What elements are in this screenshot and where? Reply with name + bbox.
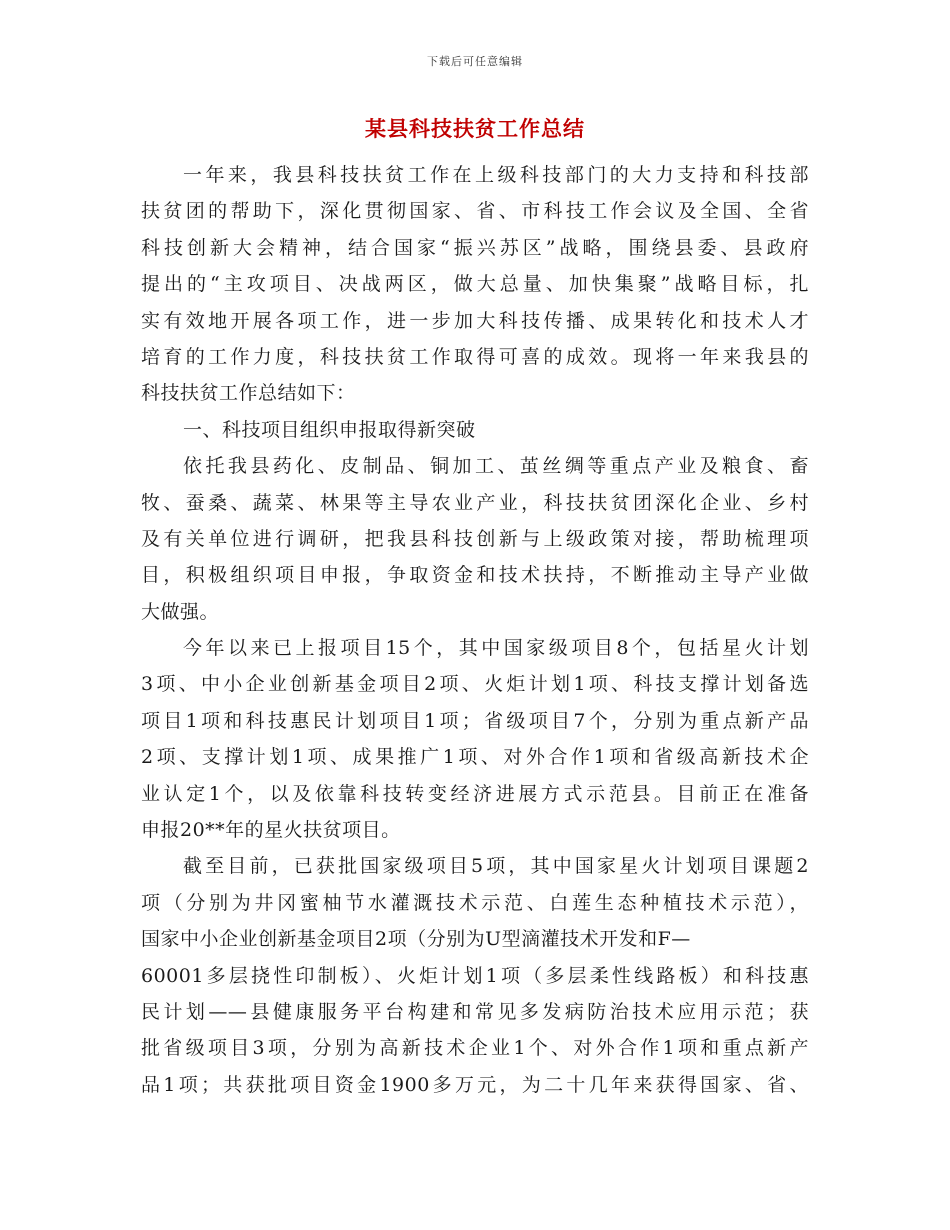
text-line: 项（分别为井冈蜜柚节水灌溉技术示范、白莲生态种植技术示范）， xyxy=(141,891,809,914)
text-line: 及有关单位进行调研，把我县科技创新与上级政策对接，帮助梳理项 xyxy=(141,527,809,550)
text-line: 科技扶贫工作总结如下： xyxy=(141,382,356,405)
text-line: 批省级项目3项，分别为高新技术企业1个、对外合作1项和重点新产 xyxy=(141,1037,809,1060)
text-line: 项目1项和科技惠民计划项目1项；省级项目7个，分别为重点新产品 xyxy=(141,709,809,732)
text-line: 60001多层挠性印制板）、火炬计划1项（多层柔性线路板）和科技惠 xyxy=(141,964,809,987)
document-title: 某县科技扶贫工作总结 xyxy=(365,116,585,141)
text-line: 今年以来已上报项目15个，其中国家级项目8个，包括星火计划 xyxy=(183,637,809,660)
text-line: 牧、蚕桑、蔬菜、林果等主导农业产业，科技扶贫团深化企业、乡村 xyxy=(141,491,809,514)
text-line: 科技创新大会精神，结合国家“振兴苏区”战略，围绕县委、县政府 xyxy=(141,236,809,259)
text-line: 扶贫团的帮助下，深化贯彻国家、省、市科技工作会议及全国、全省 xyxy=(141,200,809,223)
header-note: 下载后可任意编辑 xyxy=(427,55,523,68)
text-line: 依托我县药化、皮制品、铜加工、茧丝绸等重点产业及粮食、畜 xyxy=(183,455,809,478)
text-line: 申报20**年的星火扶贫项目。 xyxy=(141,819,401,842)
section-heading: 一、科技项目组织申报取得新突破 xyxy=(183,418,476,441)
document-body xyxy=(141,157,809,1103)
text-line: 大做强。 xyxy=(141,600,220,623)
text-line: 品1项；共获批项目资金1900多万元，为二十几年来获得国家、省、 xyxy=(141,1073,809,1096)
text-line: 业认定1个，以及依靠科技转变经济进展方式示范县。目前正在准备 xyxy=(141,782,809,805)
text-line: 实有效地开展各项工作，进一步加大科技传播、成果转化和技术人才 xyxy=(141,309,809,332)
text-line: 一年来，我县科技扶贫工作在上级科技部门的大力支持和科技部 xyxy=(183,164,809,186)
text-line: 截至目前，已获批国家级项目5项，其中国家星火计划项目课题2 xyxy=(183,855,809,878)
text-line: 培育的工作力度，科技扶贫工作取得可喜的成效。现将一年来我县的 xyxy=(141,345,809,368)
text-line: 2项、支撑计划1项、成果推广1项、对外合作1项和省级高新技术企 xyxy=(141,746,809,769)
text-line: 民计划——县健康服务平台构建和常见多发病防治技术应用示范；获 xyxy=(141,1000,809,1023)
text-line: 国家中小企业创新基金项目2项（分别为U型滴灌技术开发和F— xyxy=(141,928,691,951)
text-line: 目，积极组织项目申报，争取资金和技术扶持，不断推动主导产业做 xyxy=(141,564,809,587)
text-line: 提出的“主攻项目、决战两区，做大总量、加快集聚”战略目标，扎 xyxy=(141,273,809,296)
text-line: 3项、中小企业创新基金项目2项、火炬计划1项、科技支撑计划备选 xyxy=(141,673,809,696)
